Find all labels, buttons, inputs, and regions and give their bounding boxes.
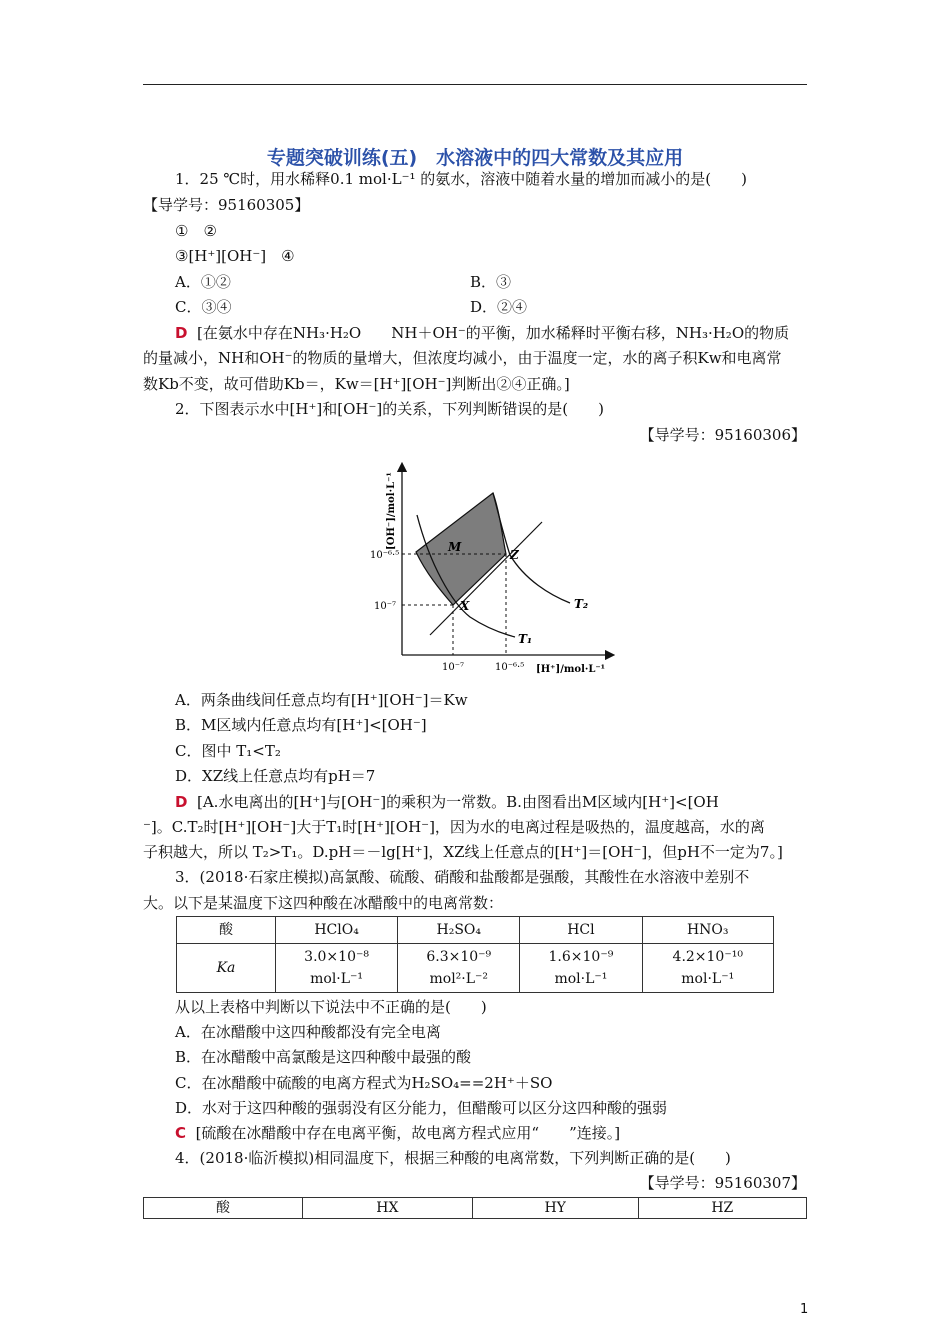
q2-answer: D (175, 793, 188, 811)
q3-stem-line2: 大。以下是某温度下这四种酸在冰醋酸中的电离常数： (143, 894, 504, 912)
q2-stem: 2．下图表示水中[H⁺]和[OH⁻]的关系，下列判断错误的是( ) (175, 400, 604, 418)
header-rule (143, 84, 807, 85)
table-header: 酸 (144, 1198, 303, 1219)
ytick-lo: 10⁻⁷ (374, 601, 397, 612)
q3-option-a: A．在冰醋酸中这四种酸都没有完全电离 (175, 1023, 441, 1041)
table-row (177, 917, 774, 944)
q3-constants-table (176, 916, 774, 993)
label-m: M (448, 540, 462, 554)
table-cell: 4.2×10⁻¹⁰ mol·L⁻¹ (642, 944, 773, 993)
label-t1: T₁ (518, 632, 533, 646)
q1-explanation-line3: 数Kb不变，故可借助Kb＝，Kw＝[H⁺][OH⁻]判断出②④正确。] (143, 375, 570, 393)
kw-temperature-chart (360, 455, 630, 680)
q3-answer: C (175, 1124, 187, 1142)
page-title: 专题突破训练(五) 水溶液中的四大常数及其应用 (266, 147, 684, 169)
xtick-hi: 10⁻⁶·⁵ (495, 662, 525, 673)
q4-table (143, 1197, 807, 1219)
q2-option-c: C．图中 T₁<T₂ (175, 742, 281, 760)
table-header: HZ (638, 1198, 806, 1219)
xtick-lo: 10⁻⁷ (442, 662, 465, 673)
q1-option-d: D．②④ (470, 298, 528, 316)
q1-options-12: ① ② (175, 222, 217, 240)
q1-option-b: B．③ (470, 273, 512, 291)
q3-stem-line1: 3．(2018·石家庄模拟)高氯酸、硫酸、硝酸和盐酸都是强酸，其酸性在水溶液中差别不 (175, 868, 750, 886)
q3-explanation (175, 1122, 620, 1144)
q2-option-b: B．M区域内任意点均有[H⁺]<[OH⁻] (175, 716, 427, 734)
table-cell: 3.0×10⁻⁸ mol·L⁻¹ (276, 944, 398, 993)
q3-option-c: C．在冰醋酸中硫酸的电离方程式为H₂SO₄==2H⁺＋SO (175, 1074, 553, 1092)
q1-options-34: ③[H⁺][OH⁻] ④ (175, 247, 295, 265)
q2-option-d: D．XZ线上任意点均有pH＝7 (175, 767, 376, 785)
table-row (144, 1198, 807, 1219)
label-x: X (460, 599, 470, 613)
q3-question: 从以上表格中判断以下说法中不正确的是( ) (175, 998, 487, 1016)
table-header: HX (303, 1198, 473, 1219)
label-t2: T₂ (574, 597, 589, 611)
table-header: H₂SO₄ (398, 917, 520, 944)
q2-explanation-line1 (175, 791, 719, 813)
q2-option-a: A．两条曲线间任意点均有[H⁺][OH⁻]＝Kw (175, 691, 468, 709)
table-header: HClO₄ (276, 917, 398, 944)
table-row (177, 944, 774, 993)
label-z: Z (510, 548, 519, 562)
q1-explanation-line2: 的量减小，NH和OH⁻的物质的量增大，但浓度均减小，由于温度一定，水的离子积Kw和电离常 (143, 349, 782, 367)
q4-stem: 4．(2018·临沂模拟)相同温度下，根据三种酸的电离常数，下列判断正确的是( ) (175, 1149, 731, 1167)
q3-exp: [硫酸在冰醋酸中存在电离平衡，故电离方程式应用“ ”连接。] (195, 1124, 621, 1142)
q2-explanation-line3: 子积越大，所以 T₂>T₁。D.pH＝－lg[H⁺]，XZ线上任意点的[H⁺]＝[OH⁻]，但pH不一定为7。] (143, 843, 783, 861)
q1-stem: 1．25 ℃时，用水稀释0.1 mol·L⁻¹ 的氨水，溶液中随着水量的增加而减小的是( ) (175, 170, 747, 188)
q2-explanation-line2: ⁻]。C.T₂时[H⁺][OH⁻]大于T₁时[H⁺][OH⁻]，因为水的电离过程是吸热的，温度越高，水的离 (143, 818, 765, 836)
q2-guide-number: 【导学号：95160306】 (639, 426, 806, 444)
page-number: 1 (800, 1302, 809, 1317)
table-cell: 1.6×10⁻⁹ mol·L⁻¹ (520, 944, 642, 993)
q1-explanation-line1 (175, 322, 789, 344)
table-header: HY (472, 1198, 638, 1219)
y-axis-label: [OH⁻]/mol·L⁻¹ (386, 472, 397, 550)
q1-guide-number: 【导学号：95160305】 (143, 196, 310, 214)
q2-exp1: [A.水电离出的[H⁺]与[OH⁻]的乘积为一常数。B.由图看出M区域内[H⁺]<[OH (197, 793, 719, 811)
table-cell: 6.3×10⁻⁹ mol²·L⁻² (398, 944, 520, 993)
q1-exp1: [在氨水中存在NH₃·H₂O NH＋OH⁻的平衡，加水稀释时平衡右移，NH₃·H₂O的物质 (197, 324, 790, 342)
q3-option-b: B．在冰醋酸中高氯酸是这四种酸中最强的酸 (175, 1048, 472, 1066)
table-header: 酸 (177, 917, 276, 944)
table-header: HNO₃ (642, 917, 773, 944)
q1-answer: D (175, 324, 188, 342)
ytick-hi: 10⁻⁶·⁵ (370, 550, 400, 561)
x-axis-label: [H⁺]/mol·L⁻¹ (536, 664, 606, 675)
table-row-label: Ka (177, 944, 276, 993)
q1-option-a: A．①② (175, 273, 231, 291)
q1-option-c: C．③④ (175, 298, 232, 316)
q3-option-d: D．水对于这四种酸的强弱没有区分能力，但醋酸可以区分这四种酸的强弱 (175, 1099, 668, 1117)
table-header: HCl (520, 917, 642, 944)
q4-guide-number: 【导学号：95160307】 (639, 1174, 806, 1192)
